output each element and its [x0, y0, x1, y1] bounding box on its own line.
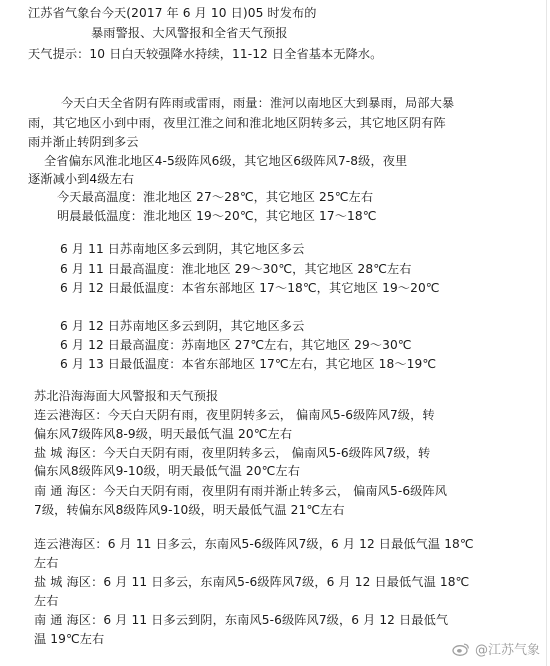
weather-tip: 天气提示：10 日白天较强降水持续，11-12 日全省基本无降水。: [28, 47, 383, 61]
watermark-text: @江苏气象: [474, 643, 540, 658]
day12-forecast-line: 6 月 13 日最低温度：本省东部地区 17℃左右，其它地区 18～19℃: [60, 357, 437, 371]
sea-forecast-line: 连云港海区：今天白天阴有雨，夜里阴转多云， 偏南风5-6级阵风7级，转: [34, 408, 435, 422]
today-forecast-line: 明晨最低温度：淮北地区 19～20℃，其它地区 17～18℃: [57, 209, 377, 223]
day11-forecast-line: 6 月 12 日最低温度：本省东部地区 17～18℃，其它地区 19～20℃: [60, 281, 440, 295]
sea-forecast-line: 南 通 海区：今天白天阴有雨，夜里阴有雨并渐止转多云， 偏南风5-6级阵风: [34, 484, 448, 498]
sea-later-forecast-line: 南 通 海区：6 月 11 日多云到阴，东南风5-6级阵风7级，6 月 12 日最低气: [34, 613, 449, 627]
sea-section-title: 苏北沿海海面大风警报和天气预报: [34, 389, 219, 403]
today-forecast-line: 今天最高温度：淮北地区 27～28℃，其它地区 25℃左右: [57, 190, 374, 204]
sea-later-forecast-line: 温 19℃左右: [34, 632, 105, 646]
day12-forecast-line: 6 月 12 日苏南地区多云到阴，其它地区多云: [60, 319, 305, 333]
sea-later-forecast-line: 盐 城 海区：6 月 11 日多云，东南风5-6级阵风7级，6 月 12 日最低气温 18℃: [34, 575, 470, 589]
weibo-logo-icon: [452, 642, 470, 656]
header-line: 江苏省气象台今天(2017 年 6 月 10 日)05 时发布的: [28, 6, 317, 20]
today-forecast-line: 雨并渐止转阴到多云: [28, 135, 139, 149]
sea-later-forecast-line: 左右: [34, 556, 59, 570]
day11-forecast-line: 6 月 11 日最高温度：淮北地区 29～30℃，其它地区 28℃左右: [60, 262, 412, 276]
sea-later-forecast-line: 连云港海区：6 月 11 日多云，东南风5-6级阵风7级，6 月 12 日最低气温 18℃: [34, 537, 474, 551]
sea-later-forecast-line: 左右: [34, 594, 59, 608]
sea-forecast-line: 7级，转偏东风8级阵风9-10级，明天最低气温 21℃左右: [34, 503, 345, 517]
today-forecast-line: 逐渐减小到4级左右: [28, 172, 135, 186]
sea-forecast-line: 偏东风7级阵风8-9级，明天最低气温 20℃左右: [34, 427, 293, 441]
header-subtitle: 暴雨警报、大风警报和全省天气预报: [91, 26, 288, 40]
day12-forecast-line: 6 月 12 日最高温度：苏南地区 27℃左右，其它地区 29～30℃: [60, 338, 412, 352]
day11-forecast-line: 6 月 11 日苏南地区多云到阴，其它地区多云: [60, 242, 305, 256]
today-forecast-line: 全省偏东风淮北地区4-5级阵风6级，其它地区6级阵风7-8级，夜里: [44, 154, 408, 168]
right-divider: [546, 0, 547, 666]
today-forecast-line: 今天白天全省阴有阵雨或雷雨，雨量：淮河以南地区大到暴雨，局部大暴: [61, 96, 455, 110]
weibo-watermark: [452, 639, 540, 658]
sea-forecast-line: 偏东风8级阵风9-10级，明天最低气温 20℃左右: [34, 464, 300, 478]
sea-forecast-line: 盐 城 海区：今天白天阴有雨，夜里阴转多云， 偏南风5-6级阵风7级，转: [34, 446, 431, 460]
today-forecast-line: 雨，其它地区小到中雨，夜里江淮之间和淮北地区阴转多云，其它地区阴有阵: [28, 116, 446, 130]
